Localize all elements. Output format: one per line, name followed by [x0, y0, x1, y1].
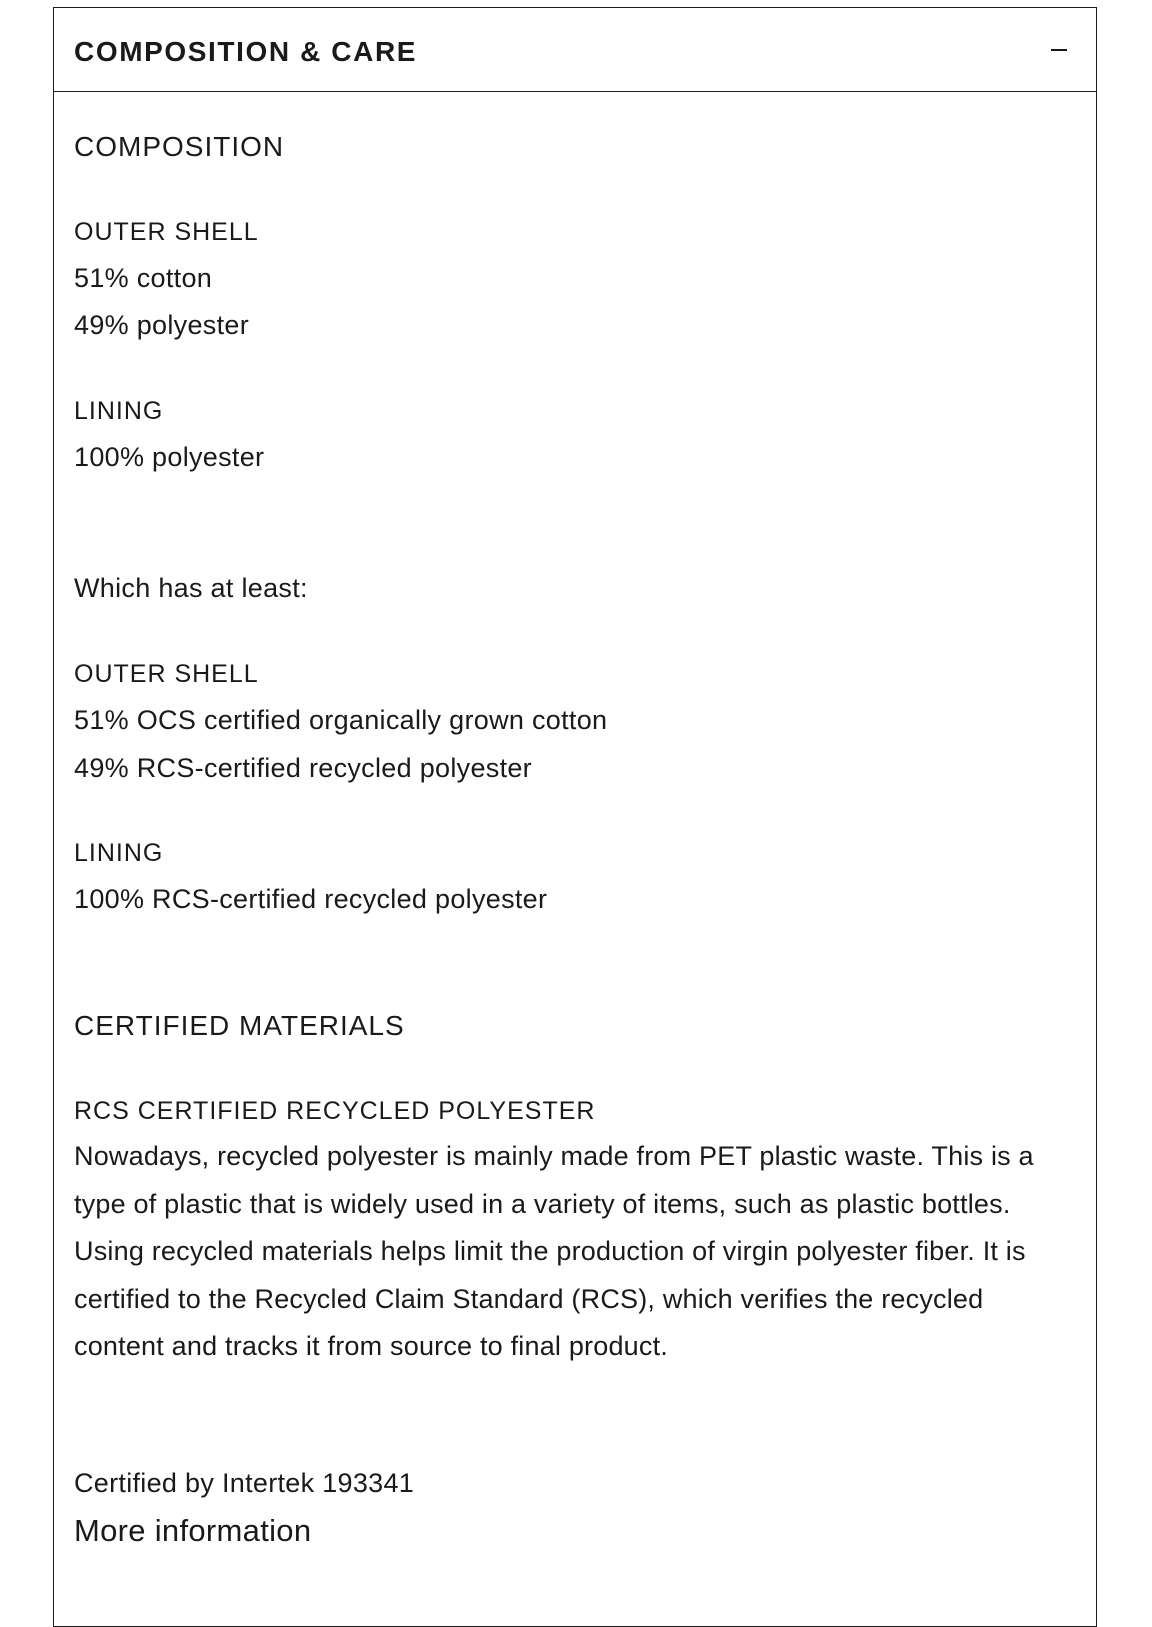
certified-outer-shell-label: OUTER SHELL — [74, 660, 259, 688]
minus-icon — [1051, 49, 1067, 51]
certified-by: Certified by Intertek 193341 — [74, 1468, 415, 1498]
certified-outer-shell-line: 49% RCS-certified recycled polyester — [74, 753, 532, 783]
rcs-description: Nowadays, recycled polyester is mainly made from PET plastic waste. This is a type of plastic that is widely used in a variety of items, such as plastic bottles. Using recycled materials helps limit the production of virgin polyester fiber. It is certified to the Recycled Claim Standard (RCS), which verifies the recycled content and tracks it from source to final product. — [74, 1141, 1034, 1361]
rcs-title: RCS CERTIFIED RECYCLED POLYESTER — [74, 1097, 596, 1125]
lining-line: 100% polyester — [74, 442, 265, 472]
at-least-intro: Which has at least: — [74, 573, 308, 603]
section-title: COMPOSITION & CARE — [74, 36, 418, 67]
certified-lining-label: LINING — [74, 839, 164, 867]
certified-outer-shell-line: 51% OCS certified organically grown cotton — [74, 705, 608, 735]
composition-heading: COMPOSITION — [74, 131, 285, 162]
outer-shell-label: OUTER SHELL — [74, 218, 259, 246]
certified-materials-heading: CERTIFIED MATERIALS — [74, 1010, 405, 1041]
more-information-link[interactable]: More information — [74, 1513, 312, 1548]
outer-shell-line: 49% polyester — [74, 310, 249, 340]
collapse-button[interactable] — [1042, 36, 1076, 66]
lining-label: LINING — [74, 397, 164, 425]
accordion-header[interactable] — [54, 8, 1096, 92]
composition-care-panel — [53, 7, 1097, 1627]
certified-lining-line: 100% RCS-certified recycled polyester — [74, 884, 548, 914]
outer-shell-line: 51% cotton — [74, 263, 213, 293]
